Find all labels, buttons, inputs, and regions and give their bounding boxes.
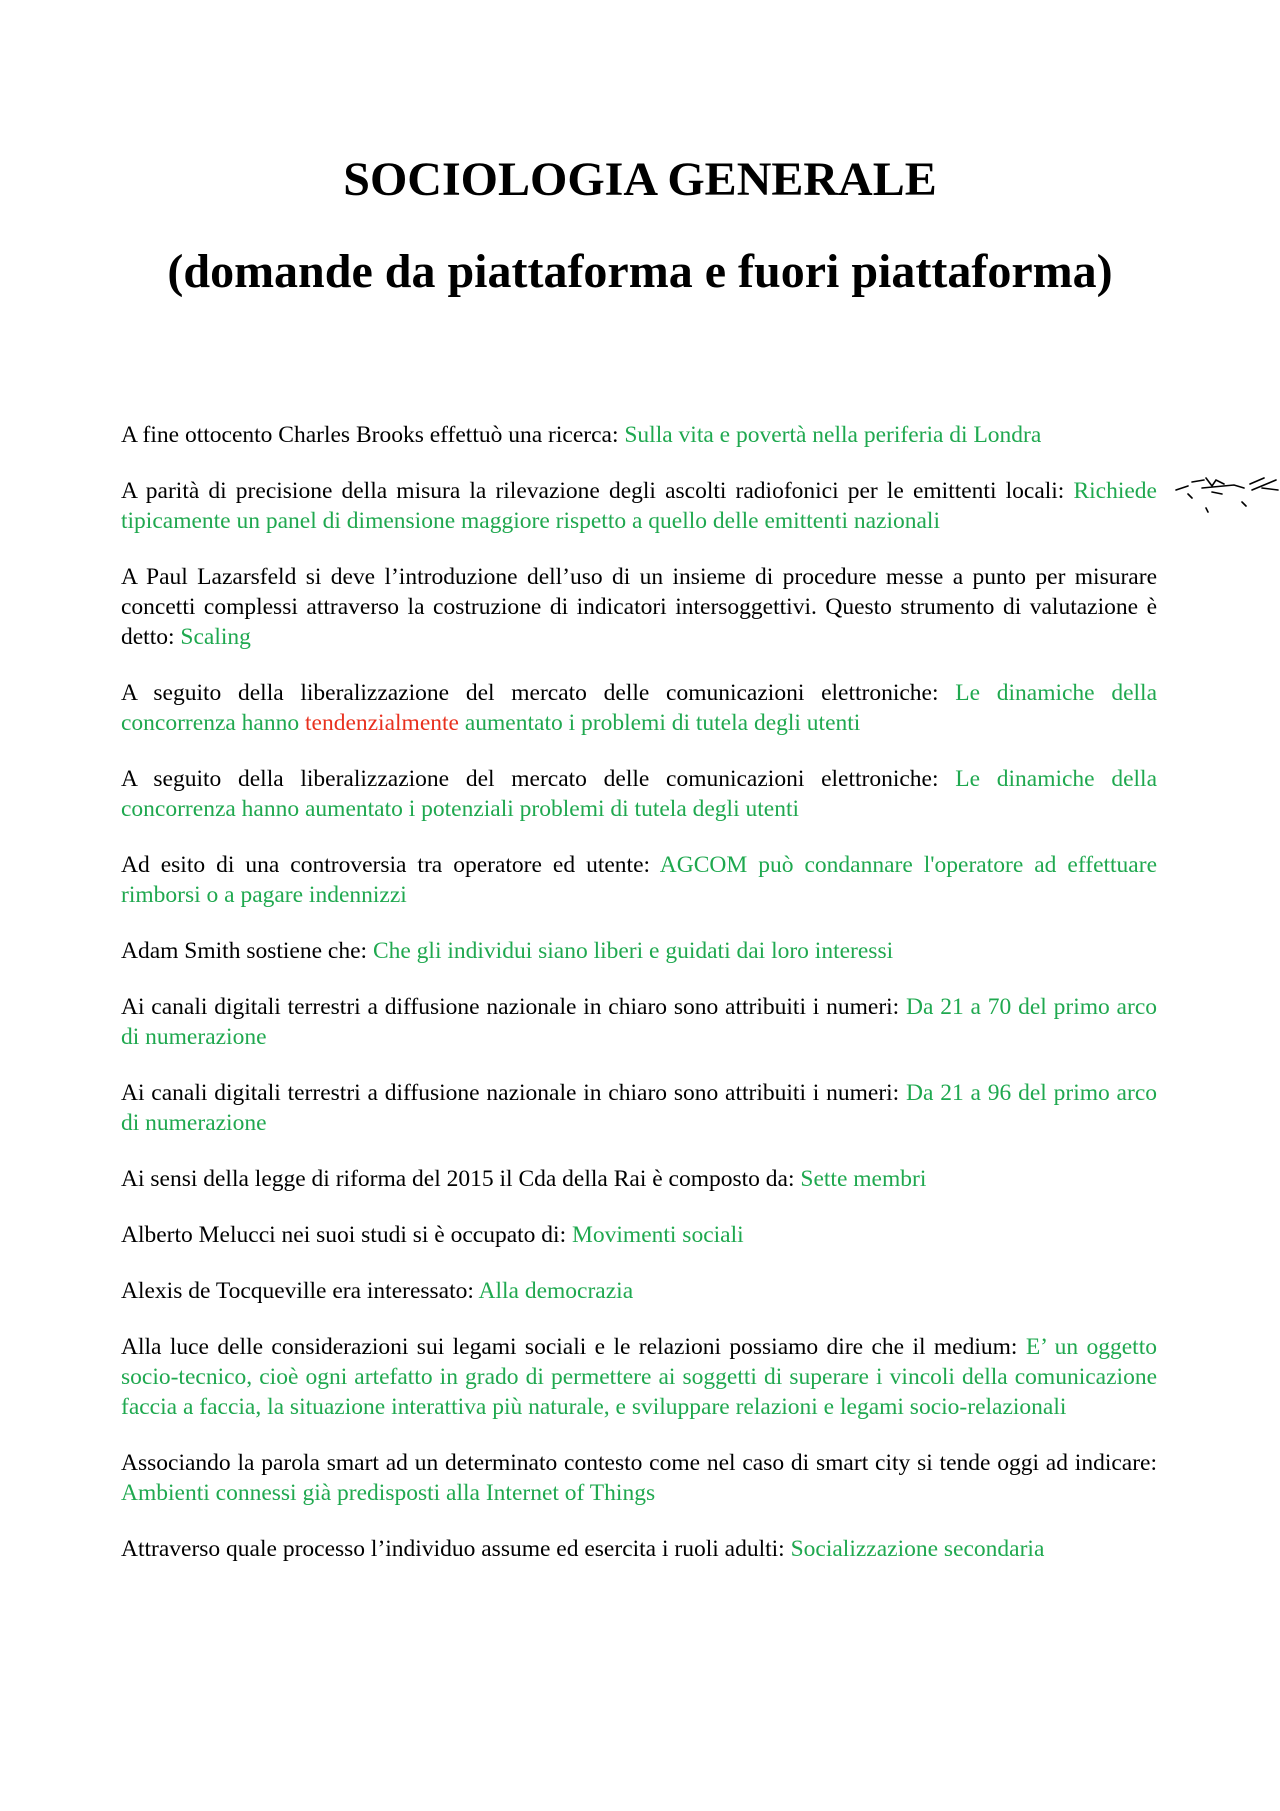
qa-item [121,850,1157,910]
answer-text: AGCOM può condannare l'operatore ad effettuare rimborsi o a pagare indennizzi [121,852,1157,908]
question-text: Associando la parola smart ad un determinato contesto come nel caso di smart city si tende oggi ad indicare: [121,1450,1157,1476]
question-text: Ai canali digitali terrestri a diffusione nazionale in chiaro sono attribuiti i numeri: [121,1080,907,1106]
answer-text: Movimenti sociali [571,1222,744,1248]
answer-text: Le dinamiche della concorrenza hanno aumentato i potenziali problemi di tutela degli utenti [121,766,1157,822]
answer-text: Da 21 a 96 del primo arco di numerazione [121,1080,1157,1136]
qa-item [121,936,1157,966]
answer-text: Socializzazione secondaria [790,1536,1045,1562]
question-text: A fine ottocento Charles Brooks effettuò una ricerca: [121,422,625,448]
document-subtitle: (domande da piattaforma e fuori piattaforma) [167,245,1113,298]
qa-item [121,678,1157,738]
question-text: A seguito della liberalizzazione del mercato delle comunicazioni elettroniche: [121,766,956,792]
answer-text: Sette membri [800,1166,927,1192]
answer-text: Da 21 a 70 del primo arco di numerazione [121,994,1157,1050]
qa-item [121,764,1157,824]
answer-text: Ambienti connessi già predisposti alla Internet of Things [121,1480,656,1506]
qa-item [121,1220,1157,1250]
answer-text: Sulla vita e povertà nella periferia di Londra [624,422,1042,448]
document-title: SOCIOLOGIA GENERALE [343,153,937,206]
question-text: Alla luce delle considerazioni sui legami sociali e le relazioni possiamo dire che il medium: [121,1334,1026,1360]
answer-text: Scaling [180,624,251,650]
answer-text: Alla democrazia [478,1278,634,1304]
question-text: Ad esito di una controversia tra operatore ed utente: [121,852,660,878]
qa-item [121,476,1157,536]
question-text: Ai canali digitali terrestri a diffusione nazionale in chiaro sono attribuiti i numeri: [121,994,907,1020]
answer-text: Che gli individui siano liberi e guidati dai loro interessi [372,938,894,964]
qa-item [121,420,1157,450]
qa-item [121,1534,1157,1564]
answer-text: Richiede tipicamente un panel di dimensione maggiore rispetto a quello delle emittenti nazionali [121,478,1157,534]
question-text: Ai sensi della legge di riforma del 2015 il Cda della Rai è composto da: [121,1166,801,1192]
answer-text-end: aumentato i problemi di tutela degli utenti [458,710,861,736]
answer-text-start: Le dinamiche della concorrenza hanno [121,680,1157,736]
qa-item [121,1332,1157,1422]
question-text: A seguito della liberalizzazione del mercato delle comunicazioni elettroniche: [121,680,956,706]
qa-item [121,1164,1157,1194]
question-text: Alberto Melucci nei suoi studi si è occupato di: [121,1222,572,1248]
question-text: A parità di precisione della misura la rilevazione degli ascolti radiofonici per le emittenti locali: [121,478,1074,504]
qa-item [121,1276,1157,1306]
question-answer-list [121,420,1157,1590]
qa-item [121,992,1157,1052]
qa-item [121,1448,1157,1508]
question-text: Attraverso quale processo l’individuo assume ed esercita i ruoli adulti: [121,1536,791,1562]
answer-text: E’ un oggetto socio-tecnico, cioè ogni artefatto in grado di permettere ai soggetti di superare i vincoli della comunicazione faccia a faccia, la situazione interattiva più naturale, e sviluppare relazioni e legami socio-relazionali [121,1334,1157,1420]
qa-item [121,562,1157,652]
question-text: Alexis de Tocqueville era interessato: [121,1278,479,1304]
answer-highlight-word: tendenzialmente [304,710,459,736]
title-block [0,150,1280,302]
qa-item [121,1078,1157,1138]
margin-scribble-mark [1172,468,1280,528]
question-text: A Paul Lazarsfeld si deve l’introduzione dell’uso di un insieme di procedure messe a punto per misurare concetti complessi attraverso la costruzione di indicatori intersoggettivi. Questo strumento di valutazione è detto: [121,564,1157,650]
question-text: Adam Smith sostiene che: [121,938,373,964]
